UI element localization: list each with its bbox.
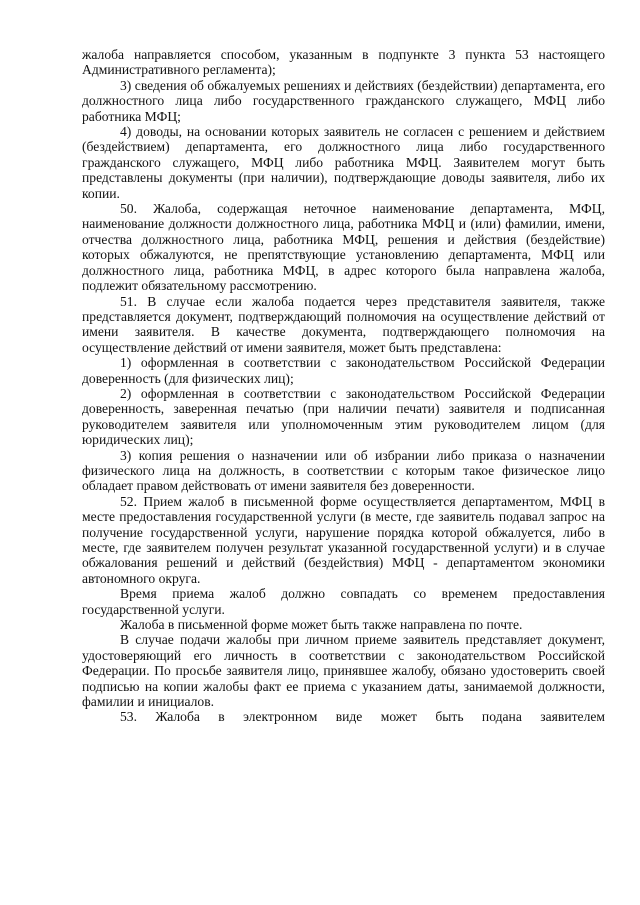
paragraph-51: 51. В случае если жалоба подается через представителя заявителя, также представляется документ, подтверждающий полномочия на осуществление действий от имени заявителя. В качестве документа, подтверждающего полномочия на осуществление действий от имени заявителя, может быть представлена: — [82, 293, 605, 355]
paragraph-51-item-1: 1) оформленная в соответствии с законодательством Российской Федерации доверенность (для физических лиц); — [82, 355, 605, 386]
paragraph-51-item-2: 2) оформленная в соответствии с законодательством Российской Федерации доверенность, заверенная печатью (при наличии печати) заявителя и подписанная руководителем заявителя или уполномоченным этим руководителем лицом (для юридических лиц); — [82, 385, 605, 448]
paragraph-personal-reception: В случае подачи жалобы при личном приеме заявитель представляет документ, удостоверяющий его личность в соответствии с законодательством Российской Федерации. По просьбе заявителя лицо, принявшее жалобу, обязано удостоверить своей подписью на копии жалобы факт ее приема с указанием даты, занимаемой должности, фамилии и инициалов. — [82, 632, 605, 710]
paragraph-52: 52. Прием жалоб в письменной форме осуществляется департаментом, МФЦ в месте предоставления государственной услуги (в месте, где заявитель подавал запрос на получение государственной услуги, нарушение порядка которой обжалуется, либо в месте, где заявителем получен результат указанной государственной услуги) и в случае обжалования решений и действий (бездействия) МФЦ - департаментом экономики автономного округа. — [82, 493, 605, 586]
paragraph-50: 50. Жалоба, содержащая неточное наименование департамента, МФЦ, наименование должности должностного лица, работника МФЦ и (или) фамилии, имени, отчества должностного лица, работника МФЦ, решения и действия (бездействие) которых обжалуются, не препятствующие установлению департамента, МФЦ или должностного лица, работника МФЦ, в адрес которого была направлена жалоба, подлежит обязательному рассмотрению. — [82, 201, 605, 294]
paragraph-mail: Жалоба в письменной форме может быть также направлена по почте. — [120, 617, 523, 633]
paragraph-reception-time: Время приема жалоб должно совпадать со временем предоставления государственной услуги. — [82, 586, 605, 617]
paragraph-item-3: 3) сведения об обжалуемых решениях и действиях (бездействии) департамента, его должностного лица либо государственного гражданского служащего, МФЦ либо работника МФЦ; — [82, 77, 605, 124]
paragraph-item-4: 4) доводы, на основании которых заявитель не согласен с решением и действием (бездействием) департамента, его должностного лица либо государственного гражданского служащего, МФЦ либо работника МФЦ. Заявителем могут быть представлены документы (при наличии), подтверждающие доводы заявителя, либо их копии. — [82, 124, 605, 201]
document-page — [82, 47, 605, 725]
paragraph-51-item-3: 3) копия решения о назначении или об избрании либо приказа о назначении физического лица на должность, в соответствии с которым такое физическое лицо обладает правом действовать от имени заявителя без доверенности. — [82, 447, 605, 494]
paragraph-53: 53. Жалоба в электронном виде может быть подана заявителем — [120, 709, 605, 725]
paragraph-complaint-method: жалоба направляется способом, указанным в подпункте 3 пункта 53 настоящего Административного регламента); — [82, 47, 605, 78]
